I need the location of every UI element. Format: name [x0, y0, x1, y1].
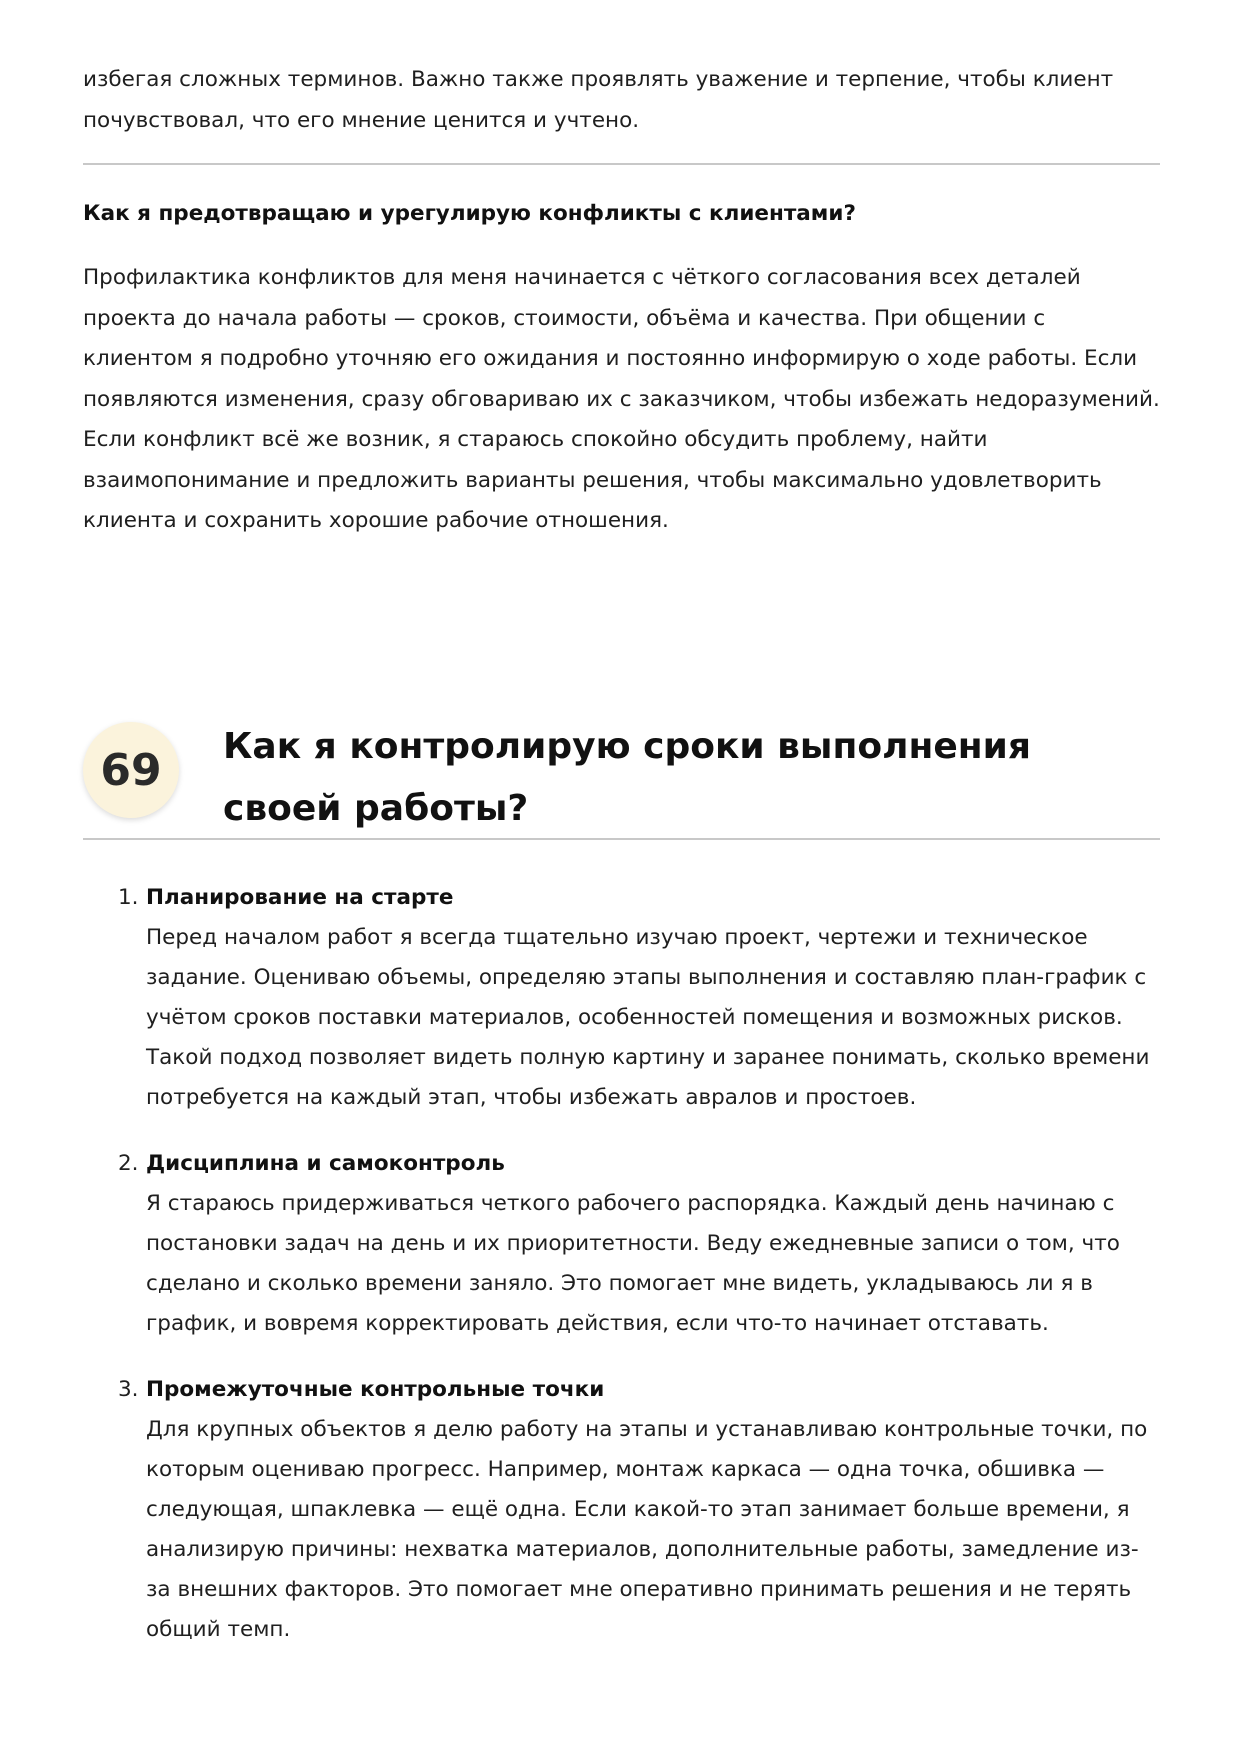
- step-number: 2.: [118, 1151, 139, 1176]
- step-text: Я стараюсь придерживаться четкого рабочего распорядка. Каждый день начинаю с постановки задач на день и их приоритетности. Веду ежедневные записи о том, что сделано и сколько времени заняло. Это помогает мне видеть, укладываюсь ли я в график, и вовремя корректировать действия, если что-то начинает отставать.: [146, 1191, 1120, 1336]
- step-number: 1.: [118, 885, 139, 910]
- list-item: [83, 878, 1160, 1118]
- step-title: Дисциплина и самоконтроль: [146, 1151, 505, 1176]
- section-number-badge: 69: [83, 722, 179, 818]
- section-header: [83, 716, 1160, 840]
- faq-answer: Профилактика конфликтов для меня начинается с чёткого согласования всех деталей проекта до начала работы — сроков, стоимости, объёма и качества. При общении с клиентом я подробно уточняю его ожидания и постоянно информирую о ходе работы. Если появляются изменения, сразу обговариваю их с заказчиком, чтобы избежать недоразумений. Если конфликт всё же возник, я стараюсь спокойно обсудить проблему, найти взаимопонимание и предложить варианты решения, чтобы максимально удовлетворить клиента и сохранить хорошие рабочие отношения.: [83, 265, 1160, 533]
- list-item: [83, 1144, 1160, 1344]
- steps-list: [83, 878, 1160, 1676]
- section-title: Как я контролирую сроки выполнения своей работы?: [223, 726, 1031, 829]
- step-text: Для крупных объектов я делю работу на этапы и устанавливаю контрольные точки, по которым оцениваю прогресс. Например, монтаж каркаса — одна точка, обшивка — следующая, шпаклевка — ещё одна. Если какой-то этап занимает больше времени, я анализирую причины: нехватка материалов, дополнительные работы, замедление из-за внешних факторов. Это помогает мне оперативно принимать решения и не терять общий темп.: [146, 1417, 1148, 1642]
- divider: [83, 163, 1160, 165]
- list-item: [83, 1370, 1160, 1650]
- step-number: 3.: [118, 1377, 139, 1402]
- step-title: Планирование на старте: [146, 885, 454, 910]
- step-title: Промежуточные контрольные точки: [146, 1377, 605, 1402]
- step-text: Перед началом работ я всегда тщательно изучаю проект, чертежи и техническое задание. Оцениваю объемы, определяю этапы выполнения и составляю план-график с учётом сроков поставки материалов, особенностей помещения и возможных рисков. Такой подход позволяет видеть полную картину и заранее понимать, сколько времени потребуется на каждый этап, чтобы избежать авралов и простоев.: [146, 925, 1150, 1110]
- section-divider: [83, 838, 1160, 840]
- faq-question: Как я предотвращаю и урегулирую конфликты с клиентами?: [83, 201, 856, 226]
- intro-paragraph: избегая сложных терминов. Важно также проявлять уважение и терпение, чтобы клиент почувствовал, что его мнение ценится и учтено.: [83, 67, 1114, 133]
